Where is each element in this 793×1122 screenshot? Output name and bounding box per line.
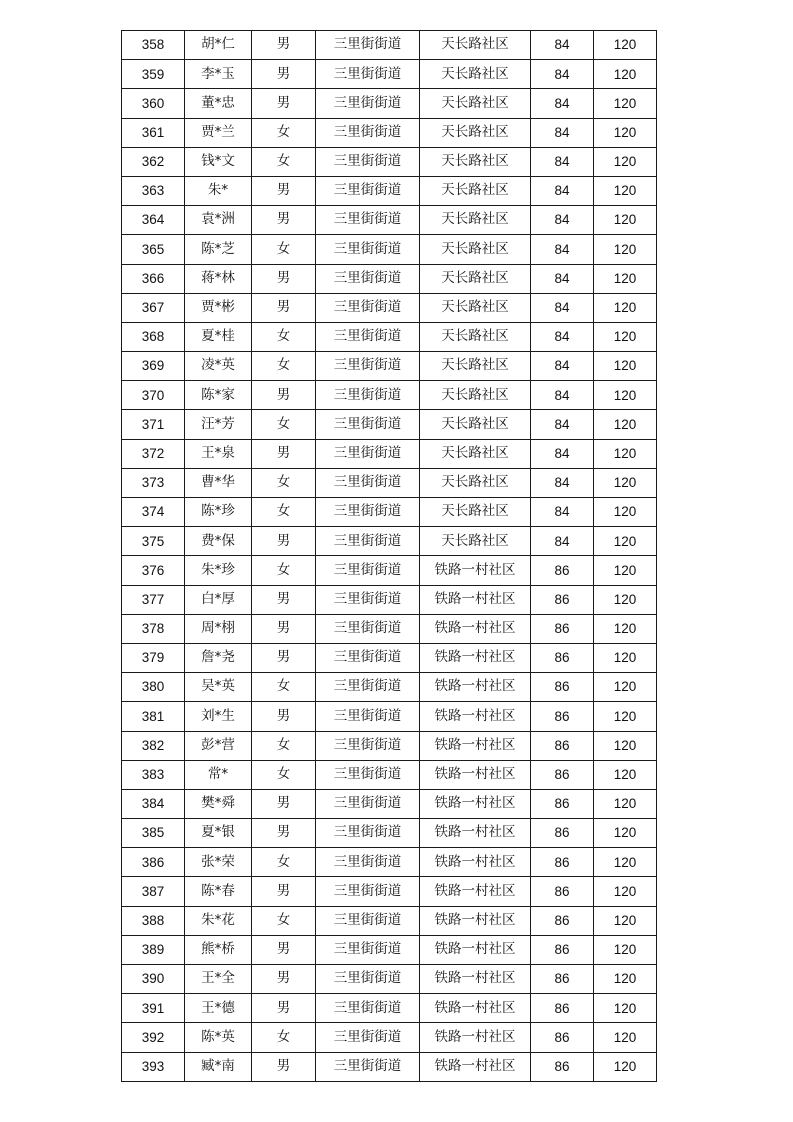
cell-amount: 120 (594, 498, 657, 527)
table-row (122, 1052, 657, 1081)
cell-number: 368 (122, 322, 185, 351)
cell-gender: 男 (252, 614, 316, 643)
table-row (122, 556, 657, 585)
cell-name: 王*全 (185, 965, 252, 994)
cell-gender: 男 (252, 381, 316, 410)
cell-community: 铁路一村社区 (420, 789, 531, 818)
cell-amount: 120 (594, 206, 657, 235)
cell-community: 天长路社区 (420, 89, 531, 118)
cell-gender: 女 (252, 322, 316, 351)
cell-amount: 120 (594, 235, 657, 264)
cell-age: 84 (531, 206, 594, 235)
cell-amount: 120 (594, 293, 657, 322)
cell-amount: 120 (594, 1052, 657, 1081)
cell-amount: 120 (594, 31, 657, 60)
cell-gender: 女 (252, 410, 316, 439)
table-row (122, 31, 657, 60)
cell-amount: 120 (594, 176, 657, 205)
cell-number: 365 (122, 235, 185, 264)
cell-gender: 女 (252, 352, 316, 381)
cell-name: 贾*彬 (185, 293, 252, 322)
cell-age: 84 (531, 60, 594, 89)
cell-street: 三里街街道 (316, 965, 420, 994)
cell-community: 铁路一村社区 (420, 702, 531, 731)
cell-number: 389 (122, 935, 185, 964)
cell-name: 夏*银 (185, 819, 252, 848)
cell-street: 三里街街道 (316, 673, 420, 702)
cell-age: 84 (531, 468, 594, 497)
cell-amount: 120 (594, 89, 657, 118)
cell-amount: 120 (594, 877, 657, 906)
cell-street: 三里街街道 (316, 498, 420, 527)
table-row (122, 614, 657, 643)
cell-community: 铁路一村社区 (420, 848, 531, 877)
cell-age: 86 (531, 585, 594, 614)
cell-gender: 女 (252, 848, 316, 877)
cell-street: 三里街街道 (316, 147, 420, 176)
cell-street: 三里街街道 (316, 848, 420, 877)
table-row (122, 906, 657, 935)
cell-amount: 120 (594, 439, 657, 468)
cell-community: 铁路一村社区 (420, 760, 531, 789)
cell-community: 天长路社区 (420, 118, 531, 147)
cell-amount: 120 (594, 147, 657, 176)
cell-community: 天长路社区 (420, 410, 531, 439)
cell-street: 三里街街道 (316, 31, 420, 60)
cell-street: 三里街街道 (316, 468, 420, 497)
cell-amount: 120 (594, 614, 657, 643)
cell-amount: 120 (594, 468, 657, 497)
cell-age: 86 (531, 877, 594, 906)
cell-amount: 120 (594, 118, 657, 147)
cell-street: 三里街街道 (316, 439, 420, 468)
cell-community: 天长路社区 (420, 147, 531, 176)
cell-age: 84 (531, 118, 594, 147)
roster-sheet (121, 30, 656, 1082)
cell-name: 李*玉 (185, 60, 252, 89)
cell-age: 86 (531, 731, 594, 760)
cell-name: 熊*桥 (185, 935, 252, 964)
cell-number: 386 (122, 848, 185, 877)
cell-number: 383 (122, 760, 185, 789)
cell-community: 天长路社区 (420, 60, 531, 89)
cell-gender: 女 (252, 673, 316, 702)
cell-amount: 120 (594, 994, 657, 1023)
cell-amount: 120 (594, 906, 657, 935)
cell-name: 陈*珍 (185, 498, 252, 527)
cell-community: 铁路一村社区 (420, 965, 531, 994)
cell-age: 84 (531, 381, 594, 410)
table-row (122, 498, 657, 527)
cell-street: 三里街街道 (316, 585, 420, 614)
cell-street: 三里街街道 (316, 877, 420, 906)
cell-street: 三里街街道 (316, 206, 420, 235)
cell-name: 汪*芳 (185, 410, 252, 439)
cell-gender: 男 (252, 31, 316, 60)
table-row (122, 731, 657, 760)
cell-amount: 120 (594, 760, 657, 789)
cell-age: 84 (531, 176, 594, 205)
cell-amount: 120 (594, 935, 657, 964)
cell-age: 86 (531, 819, 594, 848)
cell-amount: 120 (594, 264, 657, 293)
cell-number: 372 (122, 439, 185, 468)
cell-name: 臧*南 (185, 1052, 252, 1081)
cell-number: 369 (122, 352, 185, 381)
cell-age: 86 (531, 673, 594, 702)
cell-community: 铁路一村社区 (420, 556, 531, 585)
cell-age: 86 (531, 906, 594, 935)
cell-number: 392 (122, 1023, 185, 1052)
cell-age: 84 (531, 352, 594, 381)
cell-amount: 120 (594, 352, 657, 381)
cell-number: 388 (122, 906, 185, 935)
table-row (122, 643, 657, 672)
table-row (122, 760, 657, 789)
cell-gender: 男 (252, 935, 316, 964)
cell-name: 朱*珍 (185, 556, 252, 585)
cell-gender: 女 (252, 906, 316, 935)
cell-gender: 男 (252, 206, 316, 235)
cell-gender: 女 (252, 468, 316, 497)
cell-name: 周*栩 (185, 614, 252, 643)
cell-community: 铁路一村社区 (420, 614, 531, 643)
cell-community: 天长路社区 (420, 498, 531, 527)
cell-number: 364 (122, 206, 185, 235)
cell-amount: 120 (594, 381, 657, 410)
cell-amount: 120 (594, 556, 657, 585)
cell-community: 天长路社区 (420, 206, 531, 235)
cell-age: 86 (531, 965, 594, 994)
table-row (122, 176, 657, 205)
table-row (122, 702, 657, 731)
cell-number: 362 (122, 147, 185, 176)
cell-community: 天长路社区 (420, 293, 531, 322)
cell-age: 84 (531, 439, 594, 468)
cell-community: 铁路一村社区 (420, 877, 531, 906)
cell-street: 三里街街道 (316, 702, 420, 731)
table-row (122, 673, 657, 702)
cell-age: 84 (531, 293, 594, 322)
table-row (122, 322, 657, 351)
cell-name: 陈*春 (185, 877, 252, 906)
cell-number: 385 (122, 819, 185, 848)
cell-gender: 男 (252, 585, 316, 614)
cell-number: 387 (122, 877, 185, 906)
table-row (122, 118, 657, 147)
cell-street: 三里街街道 (316, 352, 420, 381)
cell-name: 袁*洲 (185, 206, 252, 235)
cell-number: 371 (122, 410, 185, 439)
cell-age: 86 (531, 556, 594, 585)
cell-gender: 男 (252, 293, 316, 322)
cell-name: 董*忠 (185, 89, 252, 118)
cell-gender: 男 (252, 60, 316, 89)
cell-street: 三里街街道 (316, 322, 420, 351)
table-row (122, 235, 657, 264)
cell-gender: 女 (252, 498, 316, 527)
table-row (122, 585, 657, 614)
cell-street: 三里街街道 (316, 760, 420, 789)
cell-number: 374 (122, 498, 185, 527)
cell-street: 三里街街道 (316, 89, 420, 118)
cell-street: 三里街街道 (316, 381, 420, 410)
table-row (122, 935, 657, 964)
cell-name: 詹*尧 (185, 643, 252, 672)
cell-amount: 120 (594, 789, 657, 818)
cell-name: 凌*英 (185, 352, 252, 381)
cell-name: 王*德 (185, 994, 252, 1023)
cell-age: 84 (531, 410, 594, 439)
cell-number: 393 (122, 1052, 185, 1081)
cell-number: 367 (122, 293, 185, 322)
cell-age: 84 (531, 264, 594, 293)
cell-age: 86 (531, 614, 594, 643)
cell-gender: 女 (252, 760, 316, 789)
cell-community: 天长路社区 (420, 235, 531, 264)
cell-age: 84 (531, 89, 594, 118)
cell-amount: 120 (594, 60, 657, 89)
cell-community: 天长路社区 (420, 352, 531, 381)
cell-street: 三里街街道 (316, 1023, 420, 1052)
table-row (122, 206, 657, 235)
cell-age: 86 (531, 1023, 594, 1052)
table-row (122, 60, 657, 89)
cell-age: 86 (531, 1052, 594, 1081)
cell-number: 360 (122, 89, 185, 118)
cell-age: 86 (531, 848, 594, 877)
cell-number: 373 (122, 468, 185, 497)
cell-name: 彭*营 (185, 731, 252, 760)
cell-community: 铁路一村社区 (420, 1052, 531, 1081)
cell-amount: 120 (594, 410, 657, 439)
cell-community: 天长路社区 (420, 527, 531, 556)
cell-name: 陈*英 (185, 1023, 252, 1052)
cell-age: 84 (531, 498, 594, 527)
cell-name: 费*保 (185, 527, 252, 556)
cell-community: 天长路社区 (420, 264, 531, 293)
cell-street: 三里街街道 (316, 935, 420, 964)
cell-name: 曹*华 (185, 468, 252, 497)
cell-community: 铁路一村社区 (420, 731, 531, 760)
cell-community: 铁路一村社区 (420, 994, 531, 1023)
cell-community: 天长路社区 (420, 176, 531, 205)
cell-number: 363 (122, 176, 185, 205)
cell-gender: 男 (252, 994, 316, 1023)
cell-amount: 120 (594, 731, 657, 760)
cell-gender: 男 (252, 176, 316, 205)
cell-number: 376 (122, 556, 185, 585)
cell-gender: 男 (252, 264, 316, 293)
cell-name: 樊*舜 (185, 789, 252, 818)
cell-street: 三里街街道 (316, 293, 420, 322)
cell-amount: 120 (594, 673, 657, 702)
cell-street: 三里街街道 (316, 789, 420, 818)
roster-table (121, 30, 657, 1082)
cell-age: 86 (531, 643, 594, 672)
cell-community: 天长路社区 (420, 468, 531, 497)
cell-name: 常* (185, 760, 252, 789)
cell-street: 三里街街道 (316, 906, 420, 935)
cell-amount: 120 (594, 322, 657, 351)
cell-gender: 女 (252, 147, 316, 176)
cell-name: 吴*英 (185, 673, 252, 702)
cell-community: 铁路一村社区 (420, 935, 531, 964)
cell-name: 朱* (185, 176, 252, 205)
cell-name: 陈*芝 (185, 235, 252, 264)
table-row (122, 1023, 657, 1052)
cell-street: 三里街街道 (316, 264, 420, 293)
cell-number: 382 (122, 731, 185, 760)
cell-number: 380 (122, 673, 185, 702)
cell-name: 白*厚 (185, 585, 252, 614)
cell-name: 朱*花 (185, 906, 252, 935)
cell-gender: 女 (252, 731, 316, 760)
table-row (122, 527, 657, 556)
table-row (122, 819, 657, 848)
cell-number: 366 (122, 264, 185, 293)
cell-name: 陈*家 (185, 381, 252, 410)
cell-amount: 120 (594, 527, 657, 556)
cell-number: 381 (122, 702, 185, 731)
cell-gender: 男 (252, 877, 316, 906)
cell-street: 三里街街道 (316, 235, 420, 264)
cell-age: 86 (531, 702, 594, 731)
table-row (122, 293, 657, 322)
cell-age: 86 (531, 994, 594, 1023)
cell-street: 三里街街道 (316, 819, 420, 848)
table-row (122, 994, 657, 1023)
cell-age: 86 (531, 935, 594, 964)
cell-amount: 120 (594, 1023, 657, 1052)
cell-community: 铁路一村社区 (420, 673, 531, 702)
cell-community: 铁路一村社区 (420, 819, 531, 848)
cell-amount: 120 (594, 965, 657, 994)
cell-street: 三里街街道 (316, 1052, 420, 1081)
cell-name: 张*荣 (185, 848, 252, 877)
table-row (122, 410, 657, 439)
cell-street: 三里街街道 (316, 994, 420, 1023)
cell-gender: 女 (252, 118, 316, 147)
cell-name: 王*泉 (185, 439, 252, 468)
cell-name: 刘*生 (185, 702, 252, 731)
cell-gender: 男 (252, 89, 316, 118)
table-row (122, 965, 657, 994)
cell-age: 86 (531, 760, 594, 789)
cell-number: 361 (122, 118, 185, 147)
cell-community: 铁路一村社区 (420, 906, 531, 935)
cell-name: 夏*桂 (185, 322, 252, 351)
cell-gender: 男 (252, 819, 316, 848)
table-row (122, 264, 657, 293)
cell-age: 84 (531, 322, 594, 351)
cell-number: 370 (122, 381, 185, 410)
cell-number: 379 (122, 643, 185, 672)
cell-gender: 女 (252, 235, 316, 264)
cell-age: 86 (531, 789, 594, 818)
cell-age: 84 (531, 147, 594, 176)
table-row (122, 381, 657, 410)
table-row (122, 352, 657, 381)
cell-age: 84 (531, 527, 594, 556)
cell-number: 390 (122, 965, 185, 994)
cell-number: 384 (122, 789, 185, 818)
cell-amount: 120 (594, 702, 657, 731)
table-row (122, 439, 657, 468)
cell-number: 377 (122, 585, 185, 614)
cell-age: 84 (531, 31, 594, 60)
roster-body (122, 31, 657, 1082)
cell-street: 三里街街道 (316, 60, 420, 89)
cell-street: 三里街街道 (316, 643, 420, 672)
cell-name: 胡*仁 (185, 31, 252, 60)
cell-number: 358 (122, 31, 185, 60)
cell-community: 天长路社区 (420, 381, 531, 410)
cell-gender: 女 (252, 1023, 316, 1052)
cell-name: 钱*文 (185, 147, 252, 176)
cell-community: 天长路社区 (420, 439, 531, 468)
cell-street: 三里街街道 (316, 176, 420, 205)
table-row (122, 848, 657, 877)
cell-street: 三里街街道 (316, 556, 420, 585)
cell-community: 天长路社区 (420, 322, 531, 351)
cell-number: 359 (122, 60, 185, 89)
cell-number: 378 (122, 614, 185, 643)
cell-street: 三里街街道 (316, 527, 420, 556)
cell-street: 三里街街道 (316, 614, 420, 643)
cell-gender: 女 (252, 556, 316, 585)
cell-gender: 男 (252, 789, 316, 818)
cell-community: 铁路一村社区 (420, 1023, 531, 1052)
cell-gender: 男 (252, 643, 316, 672)
cell-number: 375 (122, 527, 185, 556)
cell-amount: 120 (594, 819, 657, 848)
cell-gender: 男 (252, 1052, 316, 1081)
cell-age: 84 (531, 235, 594, 264)
cell-community: 天长路社区 (420, 31, 531, 60)
table-row (122, 877, 657, 906)
cell-name: 蒋*林 (185, 264, 252, 293)
table-row (122, 89, 657, 118)
table-row (122, 789, 657, 818)
cell-street: 三里街街道 (316, 731, 420, 760)
cell-street: 三里街街道 (316, 118, 420, 147)
cell-street: 三里街街道 (316, 410, 420, 439)
cell-amount: 120 (594, 643, 657, 672)
cell-amount: 120 (594, 848, 657, 877)
cell-gender: 男 (252, 527, 316, 556)
cell-gender: 男 (252, 702, 316, 731)
cell-gender: 男 (252, 965, 316, 994)
cell-gender: 男 (252, 439, 316, 468)
cell-amount: 120 (594, 585, 657, 614)
table-row (122, 468, 657, 497)
cell-community: 铁路一村社区 (420, 643, 531, 672)
cell-community: 铁路一村社区 (420, 585, 531, 614)
cell-number: 391 (122, 994, 185, 1023)
table-row (122, 147, 657, 176)
cell-name: 贾*兰 (185, 118, 252, 147)
